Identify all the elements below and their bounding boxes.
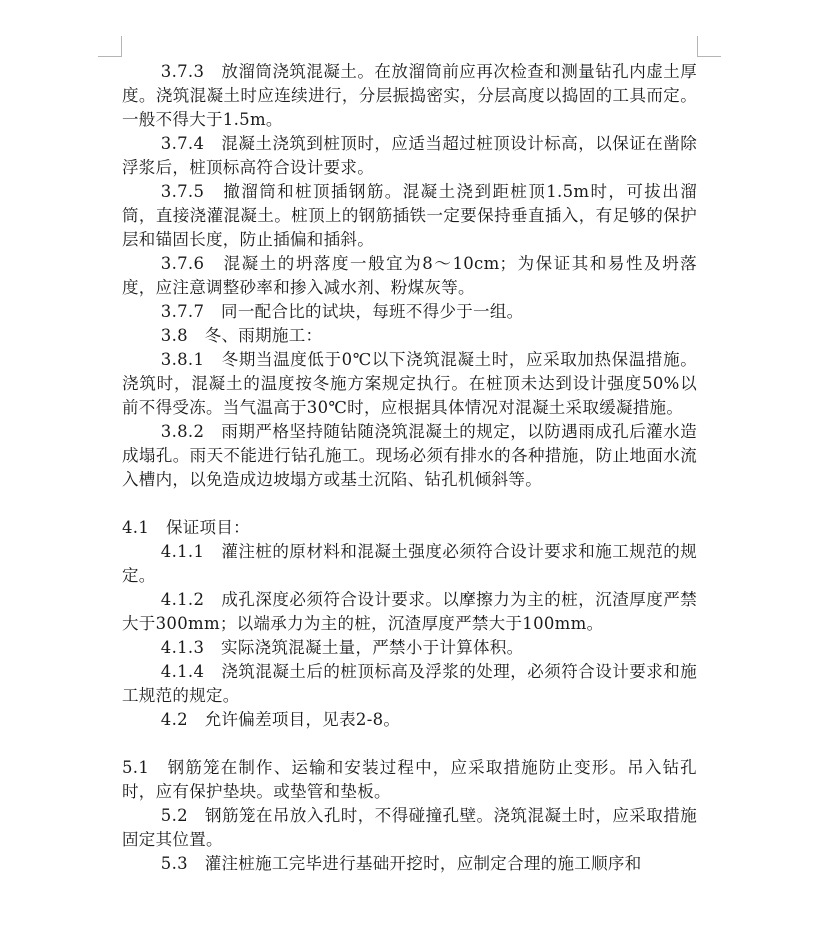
paragraph-3-8: 3.8 冬、雨期施工： bbox=[160, 326, 323, 345]
paragraph-3-7-6: 3.7.6 混凝土的坍落度一般宜为8～10cm；为保证其和易性及坍落度，应注意调整砂率和掺入减水剂、粉煤灰等。 bbox=[122, 254, 697, 297]
paragraph-3-8-2: 3.8.2 雨期严格坚持随钻随浇筑混凝土的规定，以防遇雨成孔后灌水造成塌孔。雨天不能进行钻孔施工。现场必须有排水的各种措施，防止地面水流入槽内，以免造成边坡塌方或基土沉陷、钻孔机倾斜等。 bbox=[122, 422, 697, 489]
paragraph-4-1-1: 4.1.1 灌注桩的原材料和混凝土强度必须符合设计要求和施工规范的规定。 bbox=[122, 542, 697, 585]
blank-line bbox=[122, 732, 697, 756]
paragraph-4-1-4: 4.1.4 浇筑混凝土后的桩顶标高及浮浆的处理，必须符合设计要求和施工规范的规定。 bbox=[122, 662, 697, 705]
paragraph-4-1-2: 4.1.2 成孔深度必须符合设计要求。以摩擦力为主的桩，沉渣厚度严禁大于300mm；以端承力为主的桩，沉渣厚度严禁大于100mm。 bbox=[122, 590, 697, 633]
paragraph-5-1: 5.1 钢筋笼在制作、运输和安装过程中，应采取措施防止变形。吊入钻孔时，应有保护垫块。或垫管和垫板。 bbox=[122, 758, 697, 801]
paragraph-4-2: 4.2 允许偏差项目，见表2-8。 bbox=[160, 710, 401, 729]
document-body bbox=[122, 60, 697, 876]
paragraph-3-7-4: 3.7.4 混凝土浇筑到桩顶时，应适当超过桩顶设计标高，以保证在凿除浮浆后，桩顶标高符合设计要求。 bbox=[122, 134, 697, 177]
paragraph-3-8-1: 3.8.1 冬期当温度低于0℃以下浇筑混凝土时，应采取加热保温措施。浇筑时，混凝土的温度按冬施方案规定执行。在桩顶未达到设计强度50%以前不得受冻。当气温高于30℃时，应根据具体情况对混凝土采取缓凝措施。 bbox=[122, 350, 697, 417]
paragraph-3-7-5: 3.7.5 撤溜筒和桩顶插钢筋。混凝土浇到距桩顶1.5m时，可拔出溜筒，直接浇灌混凝土。桩顶上的钢筋插铁一定要保持垂直插入，有足够的保护层和锚固长度，防止插偏和插斜。 bbox=[122, 182, 697, 249]
paragraph-4-1: 4.1 保证项目： bbox=[122, 518, 250, 537]
paragraph-4-1-3: 4.1.3 实际浇筑混凝土量，严禁小于计算体积。 bbox=[160, 638, 524, 657]
blank-line bbox=[122, 492, 697, 516]
paragraph-3-7-3: 3.7.3 放溜筒浇筑混凝土。在放溜筒前应再次检查和测量钻孔内虚土厚度。浇筑混凝土时应连续进行，分层振捣密实，分层高度以捣固的工具而定。一般不得大于1.5m。 bbox=[122, 62, 697, 129]
paragraph-5-3: 5.3 灌注桩施工完毕进行基础开挖时，应制定合理的施工顺序和 bbox=[160, 854, 642, 873]
paragraph-5-2: 5.2 钢筋笼在吊放入孔时，不得碰撞孔壁。浇筑混凝土时，应采取措施固定其位置。 bbox=[122, 806, 697, 849]
paragraph-3-7-7: 3.7.7 同一配合比的试块，每班不得少于一组。 bbox=[160, 302, 524, 321]
